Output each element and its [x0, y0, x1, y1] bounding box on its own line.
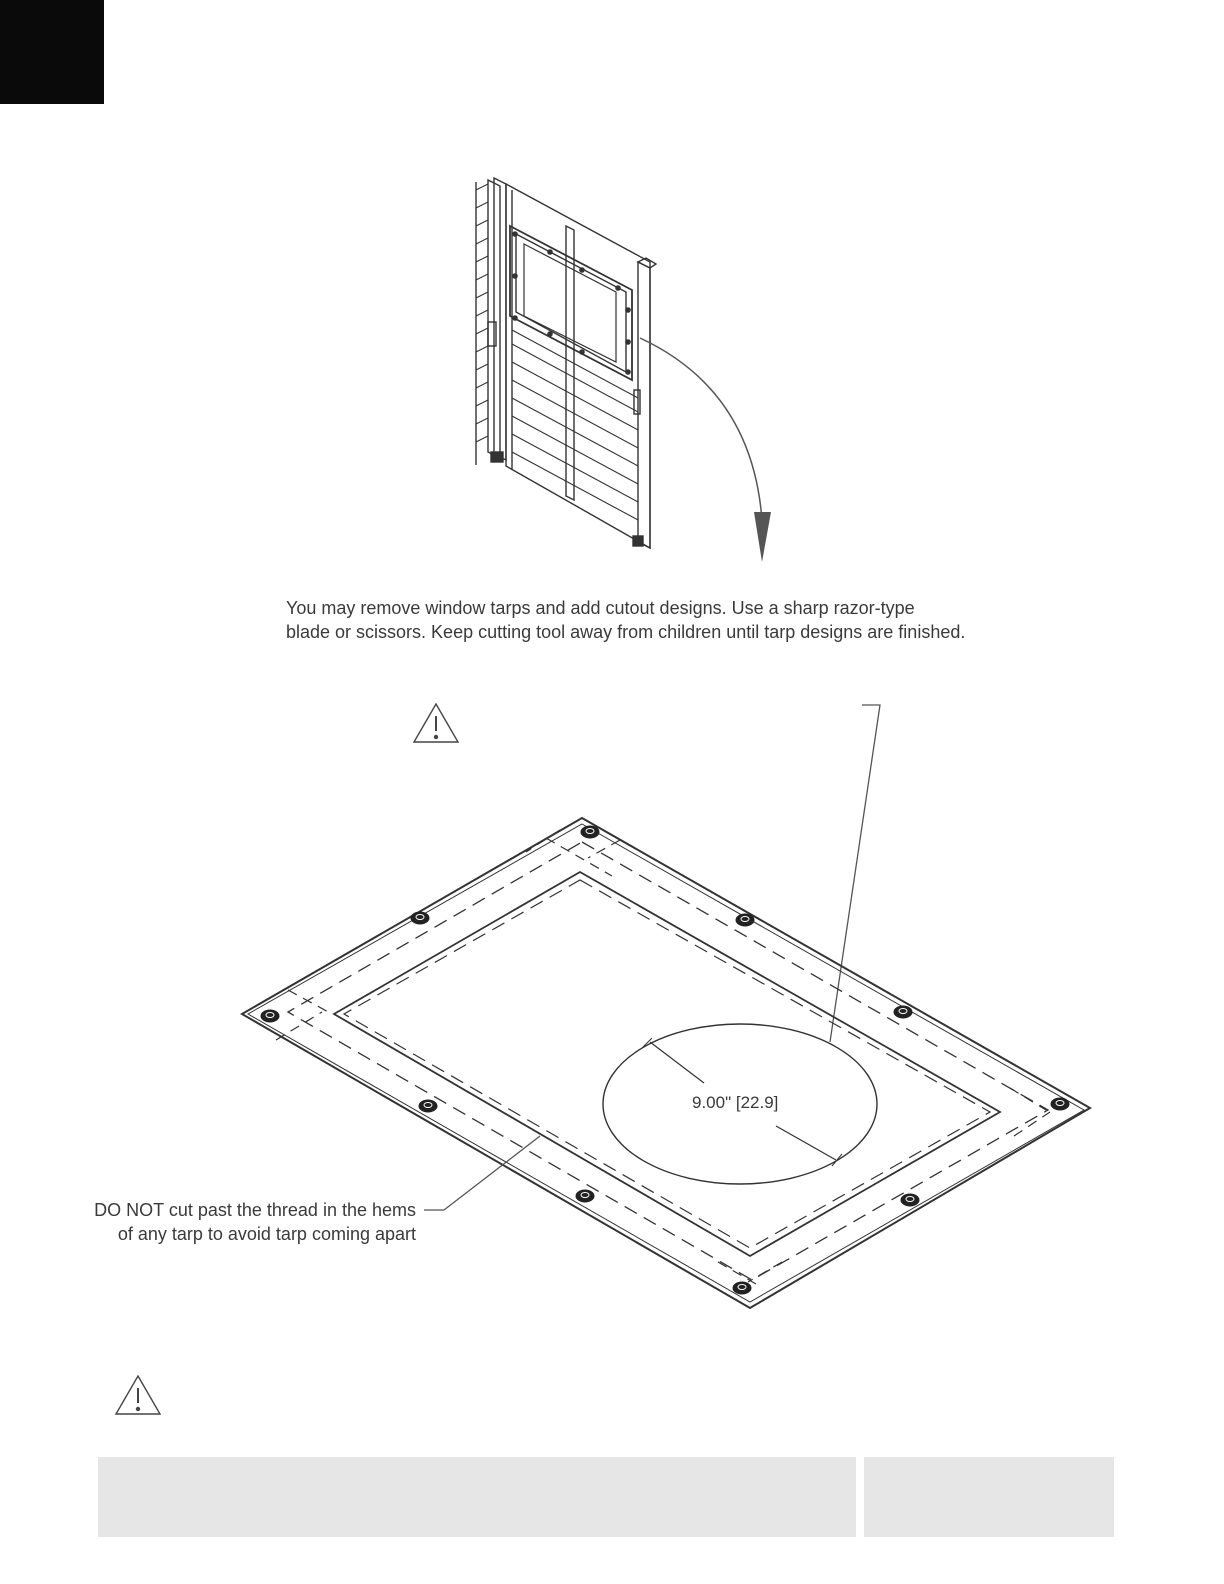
wall-panel-drawing [476, 178, 762, 548]
warning-triangle-icon [116, 1376, 160, 1414]
hem-warning-note [60, 1198, 416, 1246]
instruction-text [286, 596, 1086, 644]
hem-warning-line-2: of any tarp to avoid tarp coming apart [117, 1224, 416, 1244]
instruction-line-1: You may remove window tarps and add cutout designs. Use a sharp razor-type [286, 598, 915, 618]
cutout-dimension-label: 9.00" [22.9] [692, 1093, 779, 1112]
cutout-leader-line [830, 705, 880, 1042]
footer-page-box [864, 1457, 1114, 1537]
warning-triangle-icon [414, 704, 458, 742]
instruction-line-2: blade or scissors. Keep cutting tool away from children until tarp designs are finished. [286, 622, 966, 642]
hem-warning-line-1: DO NOT cut past the thread in the hems [94, 1200, 416, 1220]
arrow-head-icon [754, 512, 771, 562]
footer-info-bar [98, 1457, 856, 1537]
